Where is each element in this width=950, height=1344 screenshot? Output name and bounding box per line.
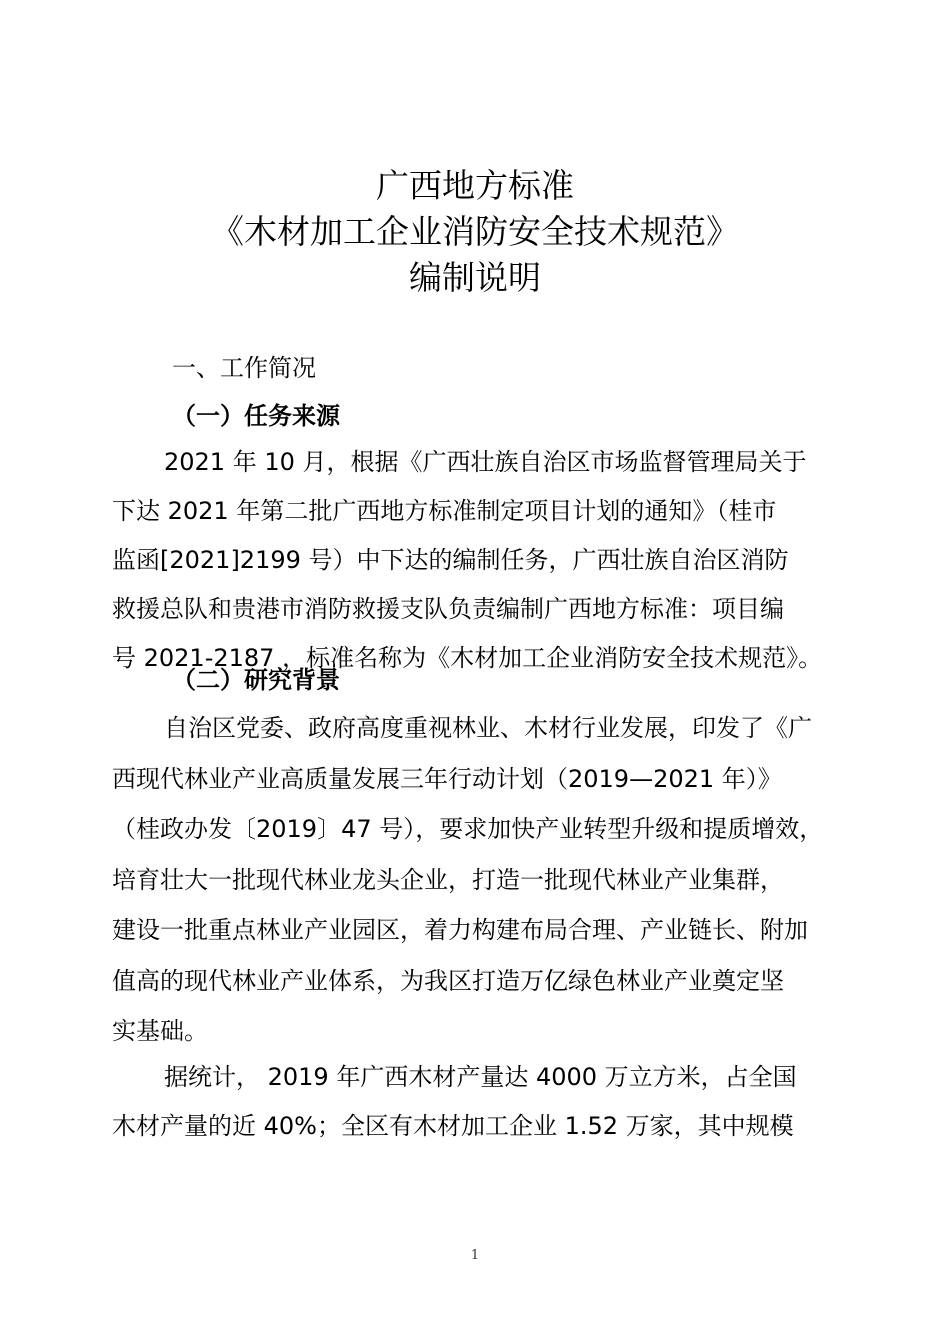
section-heading: 一、工作简况 bbox=[172, 354, 316, 382]
paragraph-line: 救援总队和贵港市消防救援支队负责编制广西地方标准：项目编 bbox=[112, 595, 784, 623]
paragraph-line: 木材产量的近 40%；全区有木材加工企业 1.52 万家，其中规模 bbox=[112, 1112, 794, 1140]
title-line-1: 广西地方标准 bbox=[376, 166, 574, 205]
paragraph-line: 号 2021-2187 ，标准名称为《木材加工企业消防安全技术规范》。 bbox=[112, 644, 823, 672]
paragraph-line: 培育壮大一批现代林业龙头企业，打造一批现代林业产业集群， bbox=[112, 865, 784, 894]
subsection-heading-background: （二）研究背景 bbox=[172, 666, 340, 694]
title-line-2: 《木材加工企业消防安全技术规范》 bbox=[211, 212, 739, 251]
paragraph-line: 西现代林业产业高质量发展三年行动计划（2019—2021 年）》 bbox=[112, 764, 782, 793]
paragraph-line: （桂政办发〔2019〕47 号），要求加快产业转型升级和提质增效， bbox=[112, 815, 824, 843]
document-title bbox=[0, 163, 950, 301]
paragraph-task-source bbox=[112, 438, 847, 683]
subsection-heading-task-source: （一）任务来源 bbox=[172, 402, 340, 430]
page-number: 1 bbox=[470, 1248, 480, 1263]
paragraph-line: 据统计， 2019 年广西木材产量达 4000 万立方米，占全国 bbox=[164, 1063, 797, 1091]
paragraph-line: 监函[2021]2199 号）中下达的编制任务，广西壮族自治区消防 bbox=[112, 546, 789, 574]
paragraph-background bbox=[112, 703, 847, 1057]
paragraph-line: 值高的现代林业产业体系，为我区打造万亿绿色林业产业奠定坚 bbox=[112, 966, 784, 995]
paragraph-statistics bbox=[112, 1053, 847, 1151]
paragraph-line: 建设一批重点林业产业园区，着力构建布局合理、产业链长、附加 bbox=[112, 916, 808, 944]
title-line-3: 编制说明 bbox=[409, 258, 541, 297]
paragraph-line: 2021 年 10 月，根据《广西壮族自治区市场监督管理局关于 bbox=[164, 448, 807, 476]
paragraph-line: 下达 2021 年第二批广西地方标准制定项目计划的通知》（桂市 bbox=[112, 497, 777, 525]
paragraph-line: 实基础。 bbox=[112, 1017, 208, 1045]
paragraph-line: 自治区党委、政府高度重视林业、木材行业发展，印发了《广 bbox=[164, 714, 812, 742]
